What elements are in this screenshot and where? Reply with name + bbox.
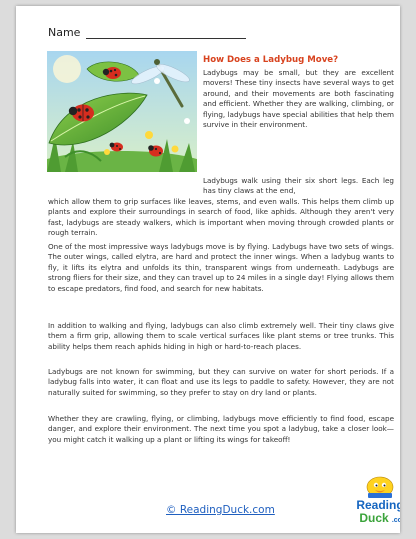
name-label: Name — [48, 26, 81, 39]
logo-text-com: .com — [391, 517, 409, 524]
paragraph-walking-continued: which allow them to grip surfaces like leaves, stems, and even walls. This helps them climb up plants and explore their surroundings in search of food, like aphids. Although they aren't very fast, ladybugs are steady walkers, which is important when moving through crowded plants or rough terrain. — [48, 197, 394, 238]
worksheet-title: How Does a Ladybug Move? — [203, 55, 339, 65]
paragraph-climbing: In addition to walking and flying, ladybugs can also climb extremely well. Their tiny claws give them a firm grip, allowing them to scale vertical surfaces like plant stems or tree trunks. This ability helps them reach aphids hiding in high or hard-to-reach places. — [48, 321, 394, 351]
paragraph-walking-start: Ladybugs walk using their six short legs. Each leg has tiny claws at the end, — [203, 176, 394, 196]
worksheet-page — [16, 6, 409, 533]
readingduck-link[interactable]: © ReadingDuck.com — [166, 504, 275, 516]
paragraph-conclusion: Whether they are crawling, flying, or climbing, ladybugs move efficiently to find food, escape danger, and explore their environment. The next time you spot a ladybug, take a closer look—you might catch it walking up a plant or lifting its wings for takeoff! — [48, 414, 394, 444]
paragraph-intro: Ladybugs may be small, but they are excellent movers! These tiny insects have several ways to get around, and their movements are both fascinating and efficient. Whether they are walking, climbing, or flying, ladybugs have special abilities that help them survive in their environment. — [203, 68, 394, 130]
name-underline[interactable] — [86, 28, 246, 39]
paragraph-flying: One of the most impressive ways ladybugs move is by flying. Ladybugs have two sets of wings. The outer wings, called elytra, are hard and protect the inner wings. When a ladybug wants to fly, it lifts its elytra and unfolds its thin, transparent wings from underneath. Ladybugs are strong fliers for their size, and they can travel up to 24 miles in a single day! Flying allows them to escape predators, find food, and search for new habitats. — [48, 242, 394, 293]
readingduck-logo — [348, 476, 409, 530]
ladybug-illustration — [47, 51, 197, 172]
paragraph-swimming: Ladybugs are not known for swimming, but they can survive on water for short periods. If a ladybug falls into water, it can float and use its legs to paddle to safety. However, they are not naturally suited for swimming, so they prefer to stay on dry land or plants. — [48, 367, 394, 397]
logo-text-duck: Duck — [359, 511, 389, 525]
logo-text-reading: Reading — [356, 498, 404, 512]
name-field[interactable] — [48, 26, 246, 39]
